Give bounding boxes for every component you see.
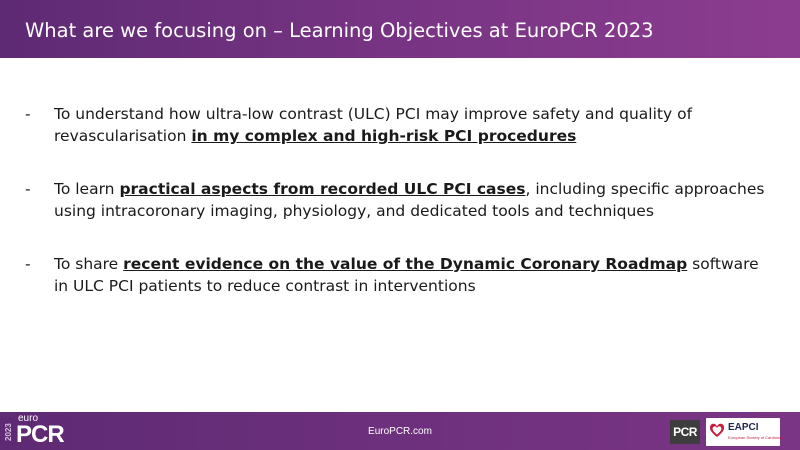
objective-text: To understand how ultra-low contrast (ULC) PCI may improve safety and quality of revascularisation xyxy=(54,105,693,145)
eapci-logo xyxy=(706,418,785,446)
bullet-dash: - xyxy=(25,180,31,198)
objective-emphasis: practical aspects from recorded ULC PCI cases xyxy=(119,180,526,198)
logo-year: 2023 xyxy=(4,423,13,441)
objective-text: To learn xyxy=(54,180,120,198)
heart-icon xyxy=(709,423,725,439)
objective-emphasis: recent evidence on the value of the Dynamic Coronary Roadmap xyxy=(123,255,688,273)
slide-title: What are we focusing on – Learning Objectives at EuroPCR 2023 xyxy=(25,19,654,42)
objective-text-after: , including specific approaches using intracoronary imaging, physiology, and dedicated tools and techniques xyxy=(54,180,765,220)
bullet-dash: - xyxy=(25,255,31,273)
objective-item xyxy=(25,178,765,222)
logo-pcr: PCR xyxy=(16,421,64,448)
eapci-label: EAPCI xyxy=(728,422,759,433)
objective-item xyxy=(25,103,765,147)
objective-text-after: software in ULC PCI patients to reduce contrast in interventions xyxy=(54,255,759,295)
bullet-dash: - xyxy=(25,105,31,123)
objective-text: To share xyxy=(54,255,124,273)
objective-emphasis: in my complex and high-risk PCI procedures xyxy=(191,127,577,145)
pcr-badge: PCR xyxy=(670,420,700,444)
objectives-list xyxy=(25,103,765,328)
logo-euro: euro xyxy=(18,413,39,424)
eapci-subtitle: European Society of Cardiology xyxy=(728,435,785,440)
objective-item xyxy=(25,253,765,297)
slide-header xyxy=(0,0,800,58)
footer-url: EuroPCR.com xyxy=(368,426,432,437)
